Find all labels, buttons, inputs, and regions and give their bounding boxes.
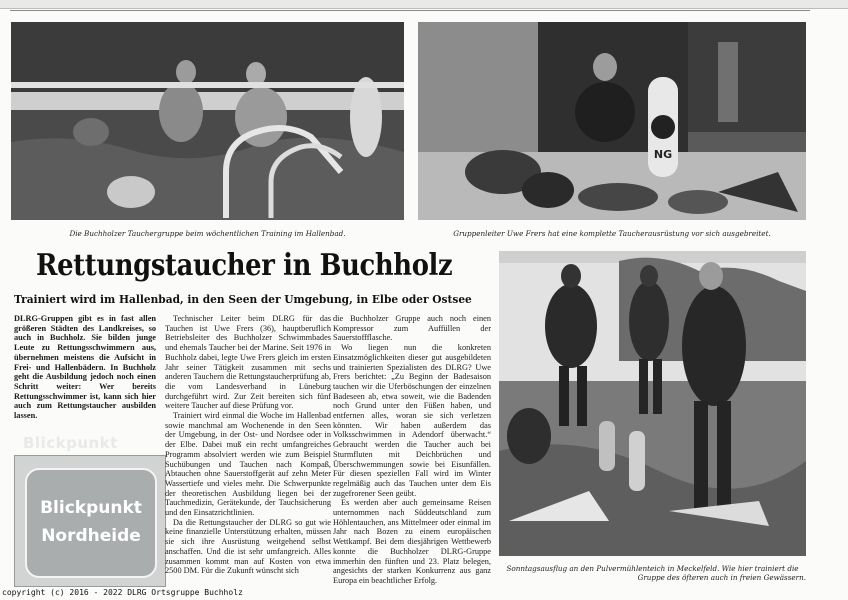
col2-paragraph-2: Trainiert wird einmal die Woche im Hallenbad sowie manchmal am Wochenende in den Seen der Umgebung, in der Ost- und Nordsee oder in der Elbe. Dabei muß ein recht umfangreiches Programm absolviert werden wie zum Beispiel Suchübungen und Tauchen nach Kompaß, Abtauchen ohne Sauerstoffgerät auf zehn Meter Wassertiefe und vieles mehr. Die Schwerpunkte der theoretischen Ausbildung liegen bei der Tauchmedizin, Gerätekunde, der Tauchsicherung und den Einsatzrichtlinien. [165, 411, 331, 518]
caption-group-leader: Gruppenleiter Uwe Frers hat eine komplette Taucherausrüstung vor sich ausgebreitet. [453, 229, 771, 238]
group-leader-image [418, 22, 806, 220]
column-1 [14, 314, 156, 421]
logo-watermark-text: Blickpunkt [23, 434, 118, 452]
col3-paragraph-1: die Buchholzer Gruppe auch noch einen Kompressor zum Auffüllen der Sauerstoffflasche. [333, 314, 491, 343]
tank-label: NG [653, 148, 673, 161]
col2-paragraph-1: Technischer Leiter beim DLRG für das Tauchen ist Uwe Frers (36), hauptberuflich Betriebsleiter des Buchholzer Schwimmbades und ehemals Taucher bei der Marine. Seit 1976 in Buchholz dabei, legte Uwe Frers gleich im ersten Jahr seiner Tätigkeit zusammen mit sechs anderen Tauchern die Rettungstaucherprüfung ab, die vom Landesverband in Lüneburg durchgeführt wird. Zur Zeit bereiten sich fünf weitere Taucher auf diese Prüfung vor. [165, 314, 331, 411]
caption-lake-trip-line1: Sonntagsausflug an den Pulvermühlenteich in Meckelfeld. Wie hier trainiert die [506, 564, 799, 573]
top-rule [10, 10, 810, 11]
top-edge-strip [0, 0, 848, 9]
col3-paragraph-2: Wo liegen nun die konkreten Einsatzmöglichkeiten dieser gut ausgebildeten und trainierten Spezialisten des DLRG? Uwe Frers berichtet: „Zu Beginn der Badesaison tauchen wir die Uferböschungen der einzelnen Badeseen ab, etwa soweit, wie die Badenden noch Grund unter den Füßen haben, und entfernen alles, woran sie sich verletzen könnten. Wir haben außerdem das Volksschwimmen in Adendorf überwacht.“ Gebraucht werden die Taucher auch bei Sturmfluten mit Deichbrüchen und Überschwemmungen sowie bei Eisunfällen. Für diesen speziellen Fall wird im Winter regelmäßig auch das Tauchen unter dem Eis zugefrorener Seen geübt. [333, 343, 491, 498]
photo-lake-trip [499, 251, 806, 556]
lake-trip-image [499, 251, 806, 556]
logo-badge [25, 468, 157, 578]
photo-group-leader [418, 22, 806, 220]
column-3 [333, 314, 491, 586]
col3-paragraph-3: Es werden aber auch gemeinsame Reisen unternommen nach Süddeutschland zum Höhlentauchen, ans Mittelmeer oder einmal im Jahr nach Bozen zu einem europäischen Wettkampf. Bei dem diesjährigen Wettbewerb konnte die Buchholzer DLRG-Gruppe immerhin den fünften und 23. Platz belegen, angesichts der starken Konkurrenz aus ganz Europa ein beachtlicher Erfolg. [333, 498, 491, 585]
pool-training-image [11, 22, 404, 220]
blickpunkt-nordheide-logo [14, 434, 166, 587]
logo-line-2: Nordheide [41, 526, 141, 546]
headline: Rettungstaucher in Buchholz [36, 248, 453, 283]
caption-lake-trip-line2: Gruppe des öfteren auch in freien Gewässern. [637, 573, 806, 582]
logo-line-1: Blickpunkt [40, 498, 142, 518]
photo-pool-training [11, 22, 404, 220]
column-2 [165, 314, 331, 576]
caption-pool-training: Die Buchholzer Tauchergruppe beim wöchentlichen Training im Hallenbad. [69, 229, 346, 238]
subheadline: Trainiert wird im Hallenbad, in den Seen der Umgebung, in Elbe oder Ostsee [14, 292, 472, 306]
col2-paragraph-3: Da die Rettungstaucher der DLRG so gut wie keine finanzielle Unterstützung erhalten, müssen sie sich ihre Ausrüstung weitgehend selbst anschaffen. Und die ist sehr umfangreich. Alles zusammen kommt man auf Kosten von etwa 2500 DM. Für die Zukunft wünscht sich [165, 517, 331, 576]
copyright-footer: copyright (c) 2016 - 2022 DLRG Ortsgruppe Buchholz [2, 588, 243, 597]
lead-paragraph: DLRG-Gruppen gibt es in fast allen größeren Städten des Landkreises, so auch in Buchholz. Sie bilden junge Leute zu Rettungsschwimmern aus, übernehmen meistens die Aufsicht in Frei- und Hallenbädern. In Buchholz geht die Ausbildung jedoch noch einen Schritt weiter: Wer bereits Rettungsschwimmer ist, kann sich hier auch zum Rettungstaucher ausbilden lassen. [14, 314, 156, 421]
